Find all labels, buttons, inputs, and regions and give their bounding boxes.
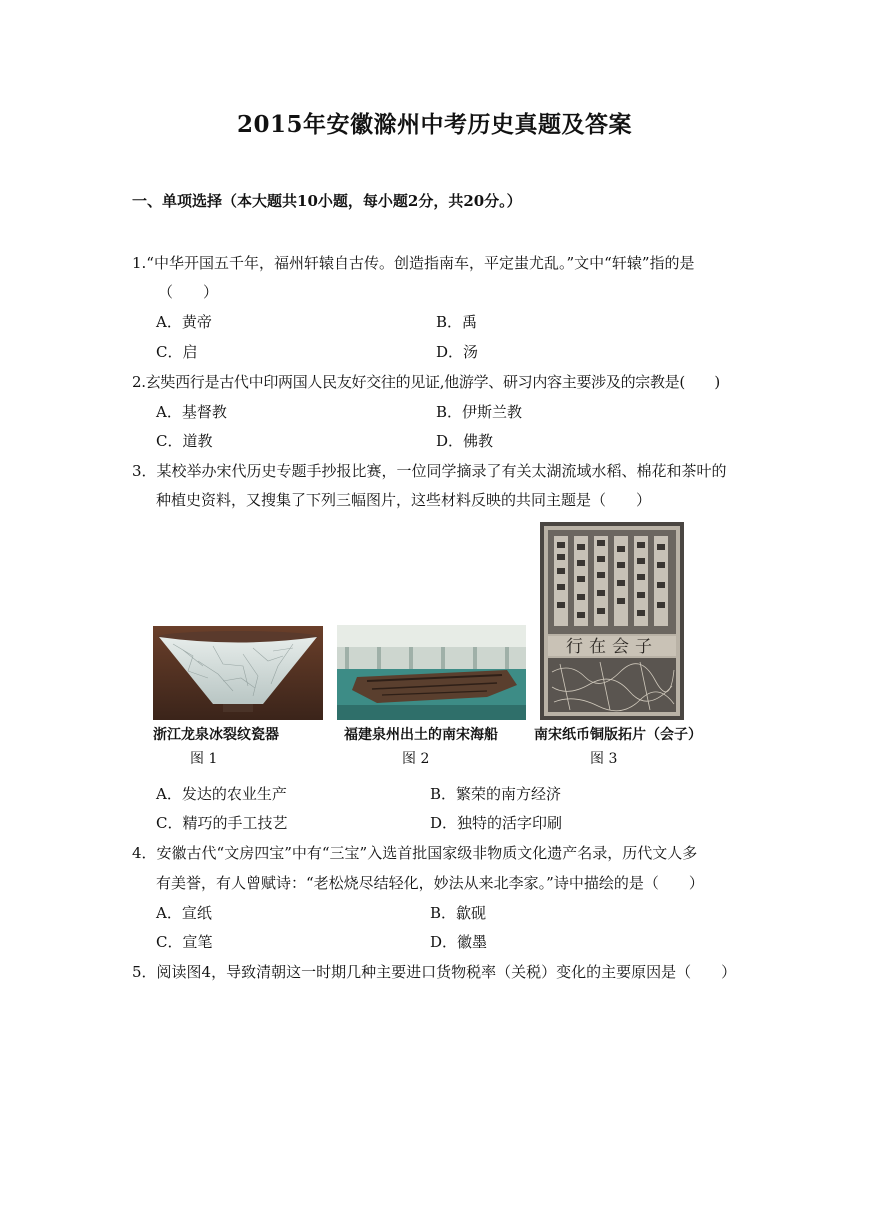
question-4-line-1: 4．安徽古代“文房四宝”中有“三宝”入选首批国家级非物质文化遗产名录，历代文人多 xyxy=(132,844,698,862)
question-4-option-d: D．徽墨 xyxy=(430,933,488,951)
question-3-line-2: 种植史资料，又搜集了下列三幅图片，这些材料反映的共同主题是（ ） xyxy=(156,491,652,509)
question-1-option-a: A．黄帝 xyxy=(156,313,212,331)
figure-2-label: 图 2 xyxy=(402,751,430,767)
figure-1-caption: 浙江龙泉冰裂纹瓷器 xyxy=(153,727,279,743)
question-1-line-2: （ ） xyxy=(158,283,219,301)
question-1-line-1: 1.“中华开国五千年，福州轩辕自古传。创造指南车，平定蚩尤乱。”文中“轩辕”指的是 xyxy=(132,254,695,272)
question-3-option-b: B．繁荣的南方经济 xyxy=(430,785,562,803)
figure-2-caption: 福建泉州出土的南宋海船 xyxy=(344,727,498,743)
figure-1-label: 图 1 xyxy=(190,751,218,767)
question-2-option-b: B．伊斯兰教 xyxy=(436,403,523,421)
question-1-option-c: C．启 xyxy=(156,343,198,361)
figure-1-photo xyxy=(153,626,323,720)
figure-3-caption: 南宋纸币铜版拓片（会子） xyxy=(534,727,702,743)
question-3-option-a: A．发达的农业生产 xyxy=(156,785,287,803)
figure-3-photo xyxy=(540,522,684,720)
page-title: 2015年安徽滁州中考历史真题及答案 xyxy=(236,111,632,138)
question-4-option-b: B．歙砚 xyxy=(430,904,487,922)
figure-3-label: 图 3 xyxy=(590,751,618,767)
question-3-option-d: D．独特的活字印刷 xyxy=(430,814,563,832)
svg-text:行在会子: 行在会子 xyxy=(566,637,658,657)
section-heading: 一、单项选择（本大题共10小题，每小题2分，共20分。） xyxy=(132,192,522,210)
question-3-line-1: 3．某校举办宋代历史专题手抄报比赛，一位同学摘录了有关太湖流域水稻、棉花和茶叶的 xyxy=(132,462,727,480)
question-2-option-c: C．道教 xyxy=(156,432,213,450)
question-4-option-c: C．宣笔 xyxy=(156,933,213,951)
question-2-option-d: D．佛教 xyxy=(436,432,494,450)
question-2-option-a: A．基督教 xyxy=(156,403,227,421)
figure-2-photo xyxy=(337,625,526,720)
question-5-line-1: 5．阅读图4，导致清朝这一时期几种主要进口货物税率（关税）变化的主要原因是（ ） xyxy=(132,963,737,981)
question-4-option-a: A．宣纸 xyxy=(156,904,212,922)
question-1-option-b: B．禹 xyxy=(436,313,478,331)
question-2-line-1: 2.玄奘西行是古代中印两国人民友好交往的见证,他游学、研习内容主要涉及的宗教是( ) xyxy=(132,373,720,391)
question-1-option-d: D．汤 xyxy=(436,343,479,361)
question-4-line-2: 有美誉，有人曾赋诗：“老松烧尽结轻化，妙法从来北李家。”诗中描绘的是（ ） xyxy=(156,874,704,892)
question-3-option-c: C．精巧的手工技艺 xyxy=(156,814,288,832)
